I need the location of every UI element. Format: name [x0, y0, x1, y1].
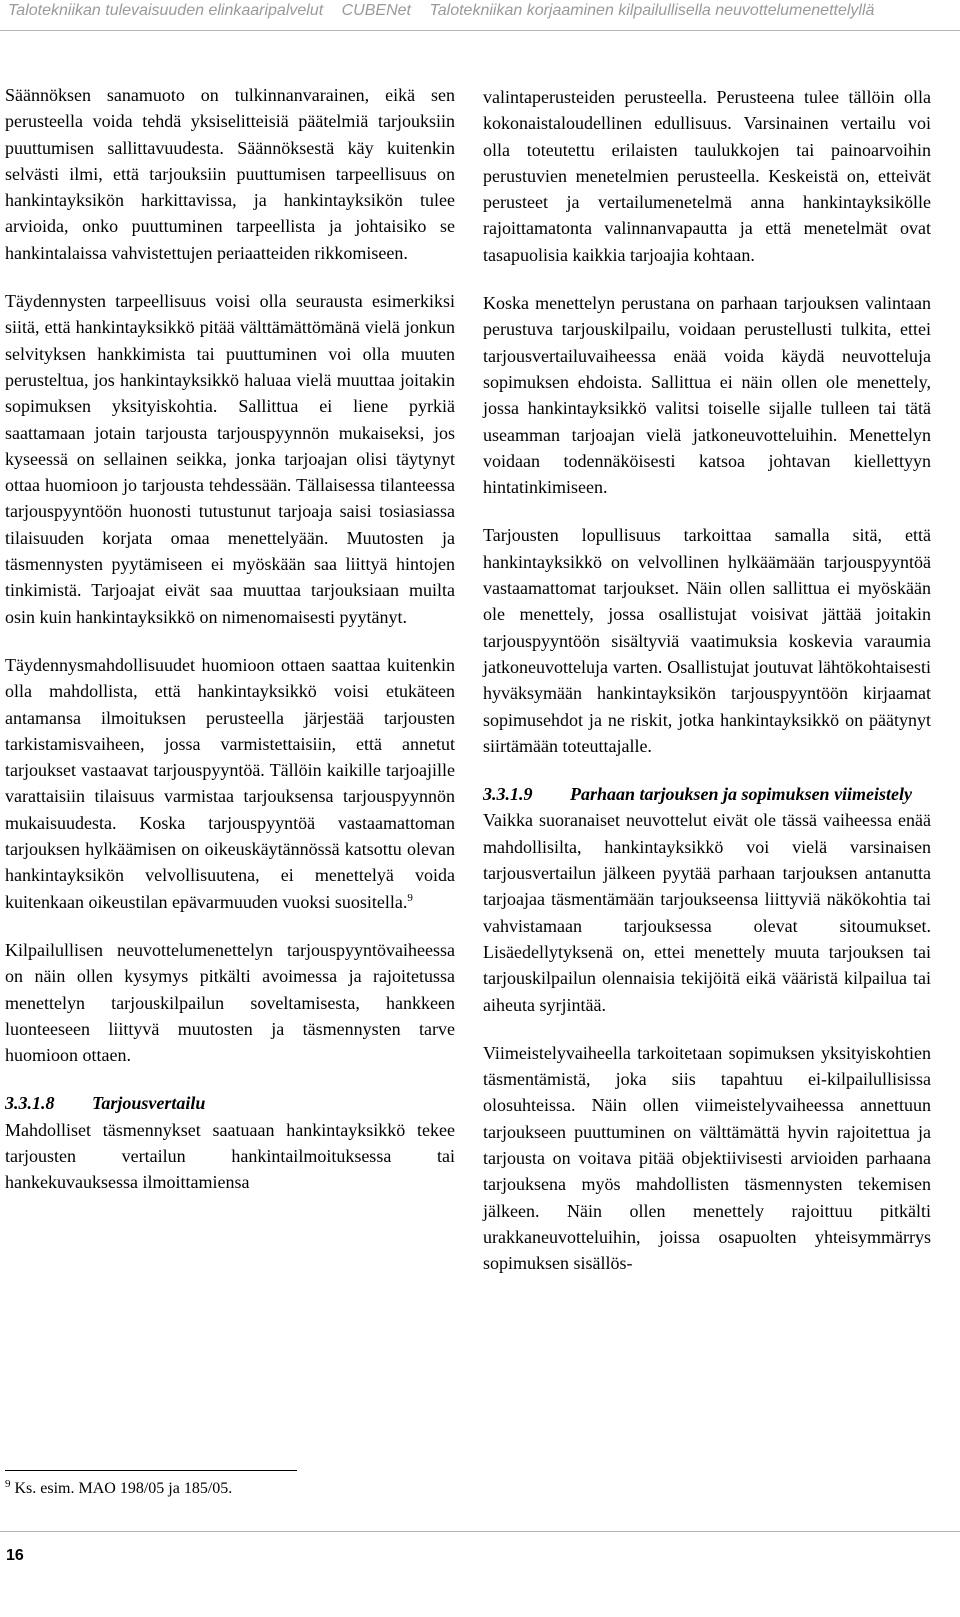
paragraph: Koska menettelyn perustana on parhaan tarjouksen valintaan perustuva tarjouskilpailu, voidaan perustellusti tulkita, ettei tarjousvertailuvaiheessa enää voida käydä neuvotteluja sopimuksen ehdoista. Sallittua ei näin ollen ole menettely, jossa hankintayksikkö valitsi toiselle sijalle tulleen tai tätä useamman tarjoajan vielä jatkoneuvotteluihin. Menettelyn voidaan todennäköisesti katsoa johtavan kiellettyyn hintatinkimiseen.: [483, 293, 931, 498]
paragraph: Kilpailullisen neuvottelumenettelyn tarjouspyyntövaiheessa on näin ollen kysymys pitkälti avoimessa ja rajoitetussa menettelyn tarjouskilpailun soveltamisesta, hankkeen luonteeseen liittyvä muutosten ja täsmennysten tarve huomioon ottaen.: [5, 939, 455, 1066]
footnote-text: Ks. esim. MAO 198/05 ja 185/05.: [14, 1480, 233, 1497]
left-column: [5, 82, 455, 1196]
paragraph: Säännöksen sanamuoto on tulkinnanvarainen, eikä sen perusteella voida tehdä yksiselitteisiä päätelmiä tarjouksiin puuttumisen sallittavuudesta. Säännöksestä käy kuitenkin selvästi ilmi, että tarjouksiin puuttumisen tarpeellisuus on hankintayksikön harkittavissa, ja hankintayksikön tulee arvioida, onko puuttuminen tarpeellista ja johtaisiko se hankintalaissa vahvistettujen periaatteiden rikkomiseen.: [5, 85, 455, 263]
header-item: Talotekniikan tulevaisuuden elinkaaripalvelut: [8, 2, 324, 19]
header-item: CUBENet: [341, 2, 411, 19]
header-item: Talotekniikan korjaaminen kilpailullisella neuvottelumenettelyllä: [429, 2, 875, 19]
right-column: [483, 84, 931, 1276]
section-heading: [5, 1090, 455, 1116]
footnote-number: 9: [5, 1478, 11, 1490]
paragraph: Viimeistelyvaiheella tarkoitetaan sopimuksen yksityiskohtien täsmentämistä, joka siis tapahtuu ei-kilpailullisissa olosuhteissa. Näin ollen viimeistelyvaiheessa annettuun tarjoukseen puuttuminen on välttämättä hyvin rajoitettua ja tarjousta on voitava pitää objektiivisesti arvioiden parhaana tarjouksena myös mahdollisten täsmennysten tekemisen jälkeen. Näin ollen menettely rajoittuu pitkälti urakkaneuvotteluihin, joissa osapuolten yhteisymmärrys sopimuksen sisällös-: [483, 1042, 931, 1274]
paragraph: Vaikka suoranaiset neuvottelut eivät ole tässä vaiheessa enää mahdollisilta, hankintayksikkö voi vielä varsinaisen tarjousvertailun jälkeen pyytää parhaan tarjouksen antanutta tarjoajaa täsmentämään tarjoukseensa liittyviä näkökohtia tai vahvistamaan tarjouksessa olevat sitoumukset. Lisäedellytyksenä on, ettei menettely muuta tarjouksen tai tarjouskilpailun olennaisia tekijöitä eikä vääristä kilpailua tai aiheuta syrjintää.: [483, 810, 931, 1015]
paragraph-text: Täydennysmahdollisuudet huomioon ottaen saattaa kuitenkin olla mahdollista, että hankintayksikkö voisi etukäteen antamansa ilmoituksen perusteella järjestää tarjousten tarkistamisvaiheen, jossa varmistettaisiin, että annetut tarjoukset vastaavat tarjouspyyntöä. Tällöin kaikille tarjoajille varattaisiin tilaisuus varmistaa tarjouksensa tarjouspyynnön mukaisuudesta. Koska tarjouspyyntöä vastaamattoman tarjouksen hylkäämisen on oikeuskäytännössä katsottu olevan hankintayksikön velvollisuutena, ei menettelyä voida kuitenkaan oikeustilan epävarmuuden vuoksi suositella.: [5, 654, 455, 912]
paragraph: valintaperusteiden perusteella. Perusteena tulee tällöin olla kokonaistaloudellinen edullisuus. Varsinainen vertailu voi olla toteutettu erilaisten taulukkojen tai painoarvoihin perustuvien menetelmien perusteella. Keskeistä on, etteivät perusteet ja vertailumenetelmä anna hankintayksikölle rajoittamatonta valinnanvapautta ja että menetelmät ovat tasapuolisia kaikkia tarjoajia kohtaan.: [483, 87, 931, 265]
footer-divider: [0, 1531, 960, 1532]
paragraph: Täydennysten tarpeellisuus voisi olla seurausta esimerkiksi siitä, että hankintayksikkö pitää välttämättömänä vielä jonkun selvityksen hankkimista tai puuttuminen voi olla muuten perusteltua, jos hankintayksikkö haluaa vielä muuttaa joitakin sopimuksen yksityiskohtia. Sallittua ei liene pyrkiä saattamaan jotain tarjousta tarjouspyynnön mukaiseksi, jos kyseessä on sellainen seikka, jonka tarjoajan olisi täytynyt ottaa huomioon jo tarjousta tehdessään. Tällaisessa tilanteessa tarjouspyyntöön huonosti tutustunut tarjoaja saisi tosiasiassa tilaisuuden korjata omaa menettelyään. Muutosten ja täsmennysten pyytämiseen ei myöskään saa liittyä hintojen tinkimistä. Tarjoajat eivät saa muuttaa tarjouksiaan muilta osin kuin hankintayksikkö on nimenomaisesti pyytänyt.: [5, 291, 455, 627]
page-number: 16: [6, 1547, 24, 1564]
section-title: Tarjousvertailu: [92, 1093, 206, 1114]
header-divider: [0, 30, 960, 31]
section-heading: [483, 781, 931, 807]
footnote: [5, 1480, 232, 1498]
section-title: Parhaan tarjouksen ja sopimuksen viimeistely: [570, 784, 913, 805]
paragraph: [5, 652, 455, 915]
footnote-divider: [5, 1470, 297, 1471]
running-header: [8, 2, 958, 20]
paragraph: Tarjousten lopullisuus tarkoittaa samalla sitä, että hankintayksikkö on velvollinen hylkäämään tarjouspyyntöä vastaamattomat tarjoukset. Näin ollen sallittua ei myöskään ole menettely, jossa osallistujat voisivat jättää joitakin tarjouspyyntöön sisältyviä vaatimuksia koskevia varaumia jatkoneuvotteluja varten. Osallistujat joutuvat lähtökohtaisesti hyväksymään hankintayksikön tarjouspyyntöön kirjaamat sopimusehdot ja ne riskit, jotka hankintayksikkö on päätynyt siirtämään toteuttajalle.: [483, 525, 931, 756]
section-number: 3.3.1.8: [5, 1093, 55, 1114]
paragraph: Mahdolliset täsmennykset saatuaan hankintayksikkö tekee tarjousten vertailun hankintailmoituksessa tai hankekuvauksessa ilmoittamiensa: [5, 1119, 455, 1193]
footnote-reference[interactable]: 9: [407, 891, 413, 904]
section-number: 3.3.1.9: [483, 784, 533, 805]
